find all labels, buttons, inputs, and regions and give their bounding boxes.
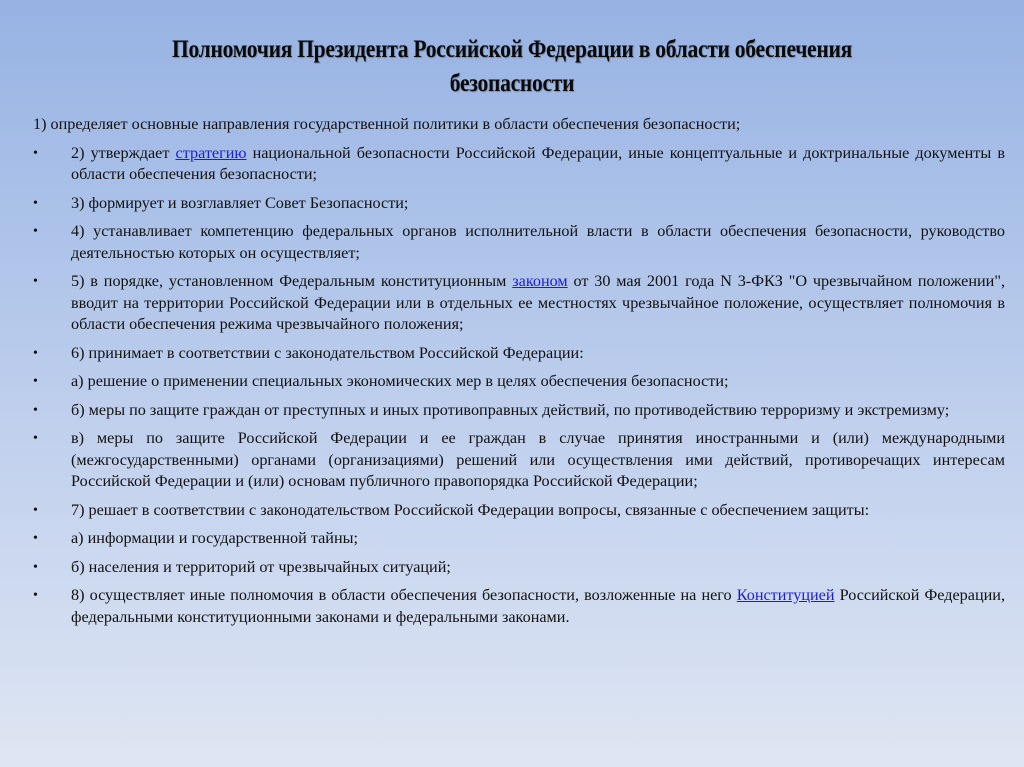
link-law[interactable]: законом <box>512 272 568 290</box>
item-text: а) решение о применении специальных экономических мер в целях обеспечения безопасности; <box>71 372 729 390</box>
item-text: 6) принимает в соответствии с законодательством Российской Федерации: <box>71 343 584 362</box>
item-text: 3) формирует и возглавляет Совет Безопасности; <box>71 193 409 212</box>
title-line-2: безопасности <box>449 70 575 97</box>
bullet-icon: • <box>33 145 38 161</box>
item-text: 4) устанавливает компетенцию федеральных органов исполнительной власти в области обеспечения безопасности, руководство деятельностью которых он осуществляет; <box>71 222 1005 262</box>
link-strategy[interactable]: стратегию <box>175 143 247 162</box>
slide-body <box>33 114 1005 635</box>
bullet-icon: • <box>33 588 38 603</box>
list-item-7b <box>33 557 1005 579</box>
item-text: 8) осуществляет иные полномочия в области обеспечения безопасности, возложенные на него <box>71 586 737 604</box>
bullet-icon: • <box>33 502 38 518</box>
item-text: от 30 мая 2001 года N 3-ФКЗ "О чрезвычайном положении", вводит на территории Российской Федерации или в отдельных ее местностях чрезвычайное положение, осуществляет полномочия в области обеспечения режима чрезвычайного положения; <box>71 272 1005 333</box>
list-item-7 <box>33 500 1005 522</box>
bullet-icon: • <box>33 274 38 289</box>
list-item-4 <box>33 221 1005 264</box>
list-item-7a <box>33 528 1005 550</box>
list-item-1: 1) определяет основные направления государственной политики в области обеспечения безопасности; <box>33 115 741 133</box>
bullet-icon: • <box>33 559 38 575</box>
item-text: б) населения и территорий от чрезвычайных ситуаций; <box>71 557 451 576</box>
bullet-icon: • <box>33 374 38 389</box>
item-text: б) меры по защите граждан от преступных и иных противоправных действий, по противодействию терроризму и экстремизму; <box>71 400 950 419</box>
bullet-icon: • <box>33 345 38 361</box>
bullet-icon: • <box>33 224 38 239</box>
item-text: 2) утверждает <box>71 143 176 162</box>
slide-title <box>72 33 953 101</box>
bullet-icon: • <box>33 531 38 546</box>
list-item-6a <box>33 371 1005 393</box>
bullet-icon: • <box>33 402 38 418</box>
item-text: 7) решает в соответствии с законодательством Российской Федерации вопросы, связанные с обеспечением защиты: <box>71 500 870 519</box>
link-constitution[interactable]: Конституцией <box>736 586 835 604</box>
bullet-icon: • <box>33 195 38 211</box>
list-item-2 <box>33 143 1005 186</box>
item-text: 5) в порядке, установленном Федеральным конституционным <box>71 272 513 290</box>
list-item-6c <box>33 428 1005 493</box>
bullet-icon: • <box>33 431 38 446</box>
list-item-5 <box>33 271 1005 336</box>
list-item-3 <box>33 193 1005 215</box>
item-text: национальной безопасности Российской Федерации, иные концептуальные и доктринальные документы в области обеспечения безопасности; <box>71 143 1005 183</box>
list-item-8 <box>33 585 1005 628</box>
item-text: а) информации и государственной тайны; <box>71 529 359 547</box>
list-item-6 <box>33 343 1005 365</box>
title-line-1: Полномочия Президента Российской Федерации в области обеспечения <box>172 36 852 63</box>
item-text: в) меры по защите Российской Федерации и ее граждан в случае принятия иностранными и (или) международными (межгосударственными) органами (организациями) решений или осуществления ими действий, противоречащих интересам Российской Федерации и (или) основам публичного правопорядка Российской Федерации; <box>71 429 1005 490</box>
list-item-6b <box>33 400 1005 422</box>
item-text: Российской Федерации, федеральными конституционными законами и федеральными законами. <box>71 586 1005 626</box>
